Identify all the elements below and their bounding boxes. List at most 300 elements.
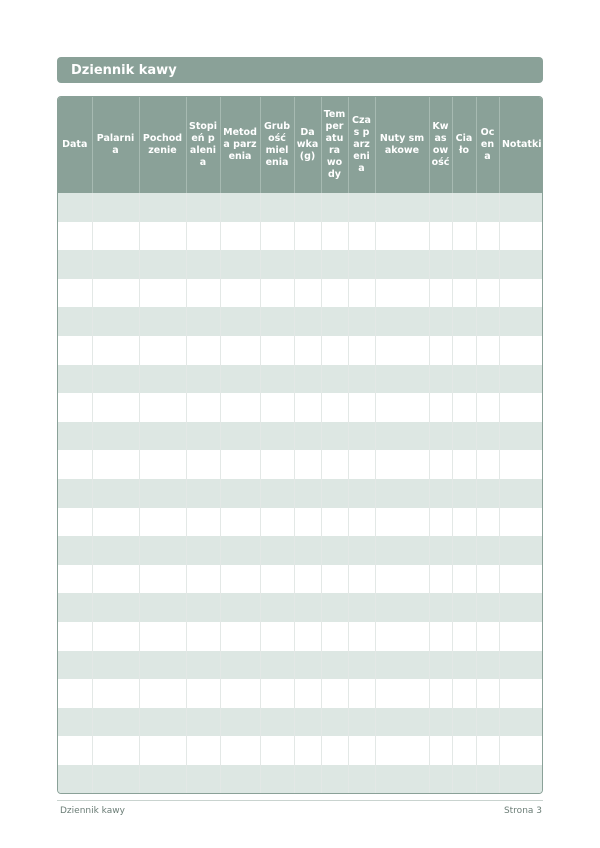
table-cell: [139, 193, 186, 222]
table-cell: [294, 508, 321, 537]
table-cell: [452, 393, 476, 422]
table-cell: [58, 508, 92, 537]
table-cell: [348, 222, 375, 251]
table-cell: [294, 422, 321, 451]
table-cell: [348, 193, 375, 222]
table-cell: [294, 479, 321, 508]
table-cell: [92, 736, 139, 765]
table-cell: [260, 479, 294, 508]
table-cell: [186, 651, 220, 680]
table-cell: [476, 450, 499, 479]
table-cell: [476, 708, 499, 737]
table-cell: [92, 336, 139, 365]
table-cell: [186, 336, 220, 365]
table-cell: [294, 250, 321, 279]
table-cell: [429, 336, 452, 365]
table-row: [58, 450, 543, 479]
table-cell: [220, 479, 260, 508]
table-row: [58, 336, 543, 365]
table-cell: [139, 679, 186, 708]
table-cell: [294, 307, 321, 336]
page-title-bar: [57, 57, 543, 83]
table-cell: [429, 679, 452, 708]
table-cell: [499, 307, 543, 336]
table-cell: [499, 593, 543, 622]
table-cell: [92, 450, 139, 479]
table-cell: [186, 250, 220, 279]
table-row: [58, 365, 543, 394]
column-header: Data: [58, 97, 92, 193]
table-cell: [499, 736, 543, 765]
table-cell: [452, 765, 476, 794]
table-cell: [186, 307, 220, 336]
table-cell: [260, 307, 294, 336]
table-row: [58, 536, 543, 565]
table-cell: [321, 593, 348, 622]
table-cell: [294, 279, 321, 308]
table-cell: [186, 222, 220, 251]
table-cell: [429, 736, 452, 765]
table-cell: [429, 193, 452, 222]
table-cell: [476, 422, 499, 451]
column-header: Dawka (g): [294, 97, 321, 193]
column-header: Metoda parzenia: [220, 97, 260, 193]
table-cell: [220, 679, 260, 708]
table-cell: [321, 450, 348, 479]
table-cell: [220, 765, 260, 794]
table-cell: [429, 622, 452, 651]
table-cell: [499, 450, 543, 479]
table-cell: [260, 393, 294, 422]
table-cell: [58, 250, 92, 279]
table-cell: [499, 708, 543, 737]
table-cell: [348, 679, 375, 708]
coffee-log-table: [58, 97, 543, 793]
table-cell: [429, 450, 452, 479]
table-cell: [186, 679, 220, 708]
table-cell: [429, 393, 452, 422]
table-cell: [260, 708, 294, 737]
table-cell: [58, 565, 92, 594]
table-cell: [348, 508, 375, 537]
table-cell: [58, 679, 92, 708]
column-header: Pochodzenie: [139, 97, 186, 193]
table-row: [58, 593, 543, 622]
table-cell: [294, 679, 321, 708]
table-cell: [429, 651, 452, 680]
table-cell: [92, 307, 139, 336]
table-cell: [348, 450, 375, 479]
table-cell: [476, 336, 499, 365]
table-cell: [499, 508, 543, 537]
table-cell: [321, 565, 348, 594]
table-cell: [186, 508, 220, 537]
table-cell: [476, 479, 499, 508]
table-cell: [375, 536, 429, 565]
table-cell: [375, 593, 429, 622]
table-cell: [321, 336, 348, 365]
column-header: Czas parzenia: [348, 97, 375, 193]
table-cell: [499, 479, 543, 508]
table-row: [58, 565, 543, 594]
table-cell: [375, 250, 429, 279]
table-cell: [476, 279, 499, 308]
table-cell: [452, 508, 476, 537]
table-cell: [321, 279, 348, 308]
table-cell: [220, 651, 260, 680]
table-cell: [348, 393, 375, 422]
table-cell: [220, 222, 260, 251]
table-cell: [139, 765, 186, 794]
table-cell: [58, 479, 92, 508]
table-cell: [58, 393, 92, 422]
table-cell: [220, 336, 260, 365]
table-cell: [58, 593, 92, 622]
table-cell: [375, 307, 429, 336]
table-cell: [220, 708, 260, 737]
table-cell: [499, 765, 543, 794]
table-cell: [429, 422, 452, 451]
table-cell: [476, 565, 499, 594]
table-cell: [139, 736, 186, 765]
table-cell: [499, 679, 543, 708]
table-cell: [186, 622, 220, 651]
footer-divider: [57, 800, 543, 801]
table-cell: [186, 393, 220, 422]
table-cell: [92, 651, 139, 680]
table-cell: [476, 765, 499, 794]
table-cell: [452, 450, 476, 479]
table-cell: [260, 222, 294, 251]
table-cell: [476, 365, 499, 394]
table-cell: [348, 365, 375, 394]
table-cell: [321, 193, 348, 222]
table-cell: [294, 565, 321, 594]
table-cell: [321, 422, 348, 451]
table-cell: [139, 536, 186, 565]
table-cell: [92, 279, 139, 308]
footer-document-name: Dziennik kawy: [60, 806, 125, 816]
coffee-log-table-container: [57, 96, 543, 794]
table-cell: [92, 622, 139, 651]
table-cell: [186, 565, 220, 594]
table-cell: [139, 479, 186, 508]
table-cell: [348, 422, 375, 451]
table-row: [58, 651, 543, 680]
table-cell: [452, 708, 476, 737]
table-cell: [429, 593, 452, 622]
table-cell: [139, 422, 186, 451]
table-cell: [139, 651, 186, 680]
table-cell: [139, 393, 186, 422]
table-row: [58, 193, 543, 222]
table-cell: [260, 679, 294, 708]
table-cell: [92, 508, 139, 537]
table-cell: [58, 193, 92, 222]
table-cell: [220, 622, 260, 651]
table-cell: [452, 536, 476, 565]
table-cell: [260, 651, 294, 680]
table-row: [58, 250, 543, 279]
table-row: [58, 279, 543, 308]
table-cell: [260, 736, 294, 765]
table-cell: [476, 593, 499, 622]
table-cell: [58, 336, 92, 365]
page-title: Dziennik kawy: [71, 62, 177, 78]
table-cell: [139, 708, 186, 737]
table-cell: [348, 336, 375, 365]
table-cell: [429, 250, 452, 279]
table-cell: [429, 508, 452, 537]
table-cell: [294, 222, 321, 251]
table-row: [58, 736, 543, 765]
table-cell: [186, 593, 220, 622]
table-cell: [499, 422, 543, 451]
table-cell: [476, 736, 499, 765]
table-cell: [476, 193, 499, 222]
table-cell: [260, 450, 294, 479]
table-cell: [139, 250, 186, 279]
table-cell: [260, 250, 294, 279]
table-cell: [58, 365, 92, 394]
table-cell: [92, 593, 139, 622]
table-cell: [260, 765, 294, 794]
table-cell: [499, 222, 543, 251]
table-row: [58, 422, 543, 451]
table-cell: [186, 708, 220, 737]
table-cell: [452, 479, 476, 508]
table-cell: [220, 536, 260, 565]
table-cell: [220, 193, 260, 222]
table-cell: [139, 336, 186, 365]
table-cell: [58, 279, 92, 308]
table-cell: [429, 365, 452, 394]
table-cell: [321, 651, 348, 680]
table-cell: [375, 708, 429, 737]
table-cell: [499, 279, 543, 308]
table-cell: [260, 193, 294, 222]
table-cell: [476, 679, 499, 708]
table-cell: [139, 622, 186, 651]
table-cell: [58, 222, 92, 251]
table-cell: [348, 593, 375, 622]
table-cell: [260, 593, 294, 622]
column-header: Nuty smakowe: [375, 97, 429, 193]
column-header: Ocena: [476, 97, 499, 193]
table-cell: [375, 279, 429, 308]
table-cell: [452, 336, 476, 365]
table-cell: [58, 765, 92, 794]
table-cell: [499, 651, 543, 680]
column-header: Notatki: [499, 97, 543, 193]
table-cell: [294, 765, 321, 794]
table-cell: [348, 536, 375, 565]
table-cell: [429, 708, 452, 737]
table-cell: [321, 679, 348, 708]
table-cell: [260, 336, 294, 365]
table-cell: [429, 279, 452, 308]
table-cell: [348, 708, 375, 737]
table-cell: [220, 365, 260, 394]
table-cell: [348, 307, 375, 336]
table-cell: [139, 593, 186, 622]
table-cell: [58, 651, 92, 680]
table-cell: [375, 479, 429, 508]
table-cell: [58, 708, 92, 737]
table-cell: [139, 365, 186, 394]
table-row: [58, 708, 543, 737]
table-cell: [452, 736, 476, 765]
table-cell: [92, 222, 139, 251]
table-cell: [92, 422, 139, 451]
table-cell: [220, 307, 260, 336]
column-header: Kwasowość: [429, 97, 452, 193]
table-cell: [92, 193, 139, 222]
table-cell: [139, 222, 186, 251]
table-cell: [452, 307, 476, 336]
table-cell: [476, 393, 499, 422]
table-cell: [260, 536, 294, 565]
table-row: [58, 307, 543, 336]
table-cell: [220, 393, 260, 422]
table-row: [58, 622, 543, 651]
table-cell: [375, 450, 429, 479]
table-cell: [321, 365, 348, 394]
table-row: [58, 393, 543, 422]
table-cell: [260, 565, 294, 594]
column-header: Palarnia: [92, 97, 139, 193]
table-cell: [375, 765, 429, 794]
table-cell: [429, 222, 452, 251]
table-cell: [499, 250, 543, 279]
table-cell: [321, 622, 348, 651]
table-cell: [186, 479, 220, 508]
table-cell: [375, 336, 429, 365]
table-cell: [348, 279, 375, 308]
table-cell: [476, 250, 499, 279]
table-cell: [429, 565, 452, 594]
table-cell: [321, 765, 348, 794]
table-cell: [375, 393, 429, 422]
table-cell: [375, 679, 429, 708]
table-cell: [321, 508, 348, 537]
table-cell: [321, 307, 348, 336]
table-cell: [499, 193, 543, 222]
table-cell: [375, 651, 429, 680]
table-cell: [92, 565, 139, 594]
table-cell: [186, 736, 220, 765]
table-cell: [375, 736, 429, 765]
table-cell: [348, 765, 375, 794]
table-cell: [476, 307, 499, 336]
table-cell: [186, 536, 220, 565]
table-cell: [294, 193, 321, 222]
table-row: [58, 679, 543, 708]
table-cell: [294, 736, 321, 765]
table-cell: [375, 193, 429, 222]
table-cell: [375, 222, 429, 251]
table-cell: [452, 565, 476, 594]
table-cell: [321, 708, 348, 737]
table-cell: [139, 450, 186, 479]
table-cell: [92, 250, 139, 279]
table-cell: [499, 365, 543, 394]
table-cell: [321, 479, 348, 508]
table-cell: [260, 422, 294, 451]
table-cell: [220, 250, 260, 279]
table-cell: [58, 307, 92, 336]
table-cell: [375, 565, 429, 594]
table-cell: [220, 565, 260, 594]
table-cell: [260, 622, 294, 651]
column-header: Temperatura wody: [321, 97, 348, 193]
table-cell: [186, 765, 220, 794]
table-cell: [348, 565, 375, 594]
column-header: Stopień palenia: [186, 97, 220, 193]
table-cell: [452, 593, 476, 622]
table-cell: [294, 622, 321, 651]
column-header: Grubość mielenia: [260, 97, 294, 193]
table-cell: [220, 279, 260, 308]
column-header: Ciało: [452, 97, 476, 193]
table-cell: [92, 536, 139, 565]
table-cell: [260, 508, 294, 537]
table-cell: [476, 622, 499, 651]
table-cell: [476, 508, 499, 537]
table-cell: [186, 365, 220, 394]
table-cell: [452, 622, 476, 651]
table-cell: [92, 365, 139, 394]
table-cell: [92, 708, 139, 737]
table-cell: [321, 222, 348, 251]
table-cell: [476, 536, 499, 565]
table-cell: [452, 193, 476, 222]
table-cell: [139, 508, 186, 537]
table-cell: [429, 536, 452, 565]
table-cell: [58, 622, 92, 651]
table-cell: [294, 336, 321, 365]
table-row: [58, 479, 543, 508]
table-cell: [375, 622, 429, 651]
table-cell: [452, 250, 476, 279]
footer-page-number: Strona 3: [503, 806, 542, 816]
table-cell: [476, 651, 499, 680]
table-cell: [321, 536, 348, 565]
table-cell: [220, 593, 260, 622]
table-cell: [499, 565, 543, 594]
table-cell: [294, 365, 321, 394]
table-cell: [58, 450, 92, 479]
table-cell: [294, 536, 321, 565]
table-row: [58, 508, 543, 537]
table-cell: [476, 222, 499, 251]
table-cell: [499, 536, 543, 565]
table-cell: [220, 422, 260, 451]
table-cell: [220, 736, 260, 765]
table-cell: [58, 422, 92, 451]
table-cell: [294, 651, 321, 680]
table-cell: [186, 422, 220, 451]
table-cell: [58, 736, 92, 765]
table-body: [58, 193, 543, 793]
table-cell: [294, 450, 321, 479]
table-cell: [294, 593, 321, 622]
table-cell: [321, 393, 348, 422]
table-cell: [321, 250, 348, 279]
table-row: [58, 765, 543, 794]
table-cell: [375, 508, 429, 537]
table-header-row: [58, 97, 543, 193]
